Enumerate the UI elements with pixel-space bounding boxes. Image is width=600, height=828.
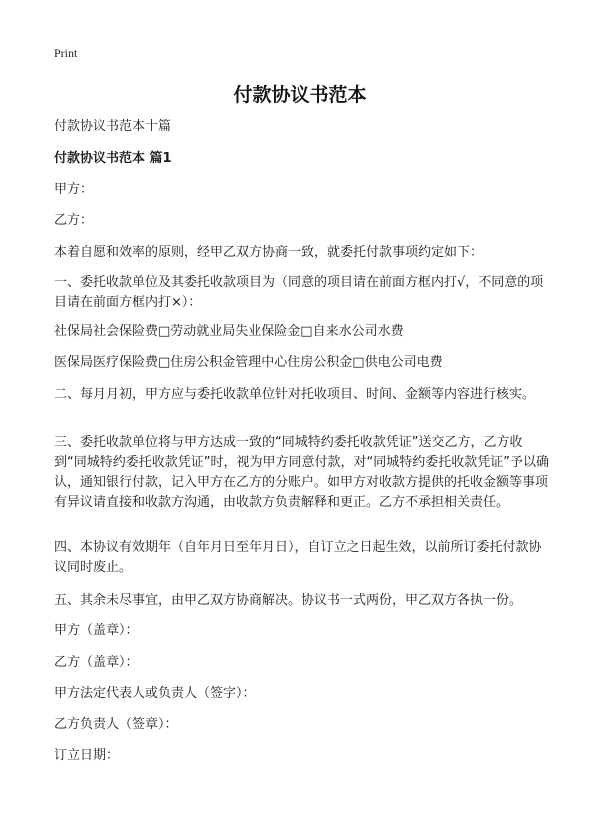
items-row-1: 社保局社会保险费□劳动就业局失业保险金□自来水公司水费 (54, 324, 404, 339)
clause-2: 二、每月月初，甲方应与委托收款单位针对托收项目、时间、金额等内容进行核实。 (54, 387, 536, 402)
party-b-line: 乙方： (54, 213, 94, 228)
clause-3: 三、委托收款单位将与甲方达成一致的“同城特约委托收款凭证”送交乙方，乙方收到“同城特约委托收款凭证”时，视为甲方同意付款，对“同城特约委托收款凭证”予以确认，通知银行付款，记入甲方在乙方的分账户。如甲方对收款方提供的托收金额等事项有异议请直接和收款方沟通，由收款方负责解释和更正。乙方不承担相关责任。 (54, 435, 549, 510)
clause-4: 四、本协议有效期年（自年月日至年月日），自订立之日起生效，以前所订委托付款协议同时废止。 (54, 540, 542, 575)
print-label[interactable]: Print (54, 46, 78, 60)
party-a-seal: 甲方（盖章）： (54, 623, 139, 638)
signing-date: 订立日期： (54, 748, 120, 763)
subtitle: 付款协议书范本十篇 (54, 119, 172, 134)
page-title: 付款协议书范本 (233, 84, 367, 106)
clause-1: 一、委托收款单位及其委托收款项目为（同意的项目请在前面方框内打√，不同意的项目请在前面方框内打×）： (54, 275, 544, 310)
section-heading: 付款协议书范本 篇1 (54, 151, 172, 166)
party-b-representative: 乙方负责人（签章）： (54, 717, 178, 732)
party-b-seal: 乙方（盖章）： (54, 655, 139, 670)
items-row-2: 医保局医疗保险费□住房公积金管理中心住房公积金□供电公司电费 (54, 355, 443, 370)
party-a-line: 甲方： (54, 182, 94, 197)
clause-5: 五、其余未尽事宜，由甲乙双方协商解决。协议书一式两份，甲乙双方各执一份。 (54, 593, 523, 608)
party-a-representative: 甲方法定代表人或负责人（签字）： (54, 686, 256, 701)
intro-paragraph: 本着自愿和效率的原则，经甲乙双方协商一致，就委托付款事项约定如下： (54, 245, 484, 260)
